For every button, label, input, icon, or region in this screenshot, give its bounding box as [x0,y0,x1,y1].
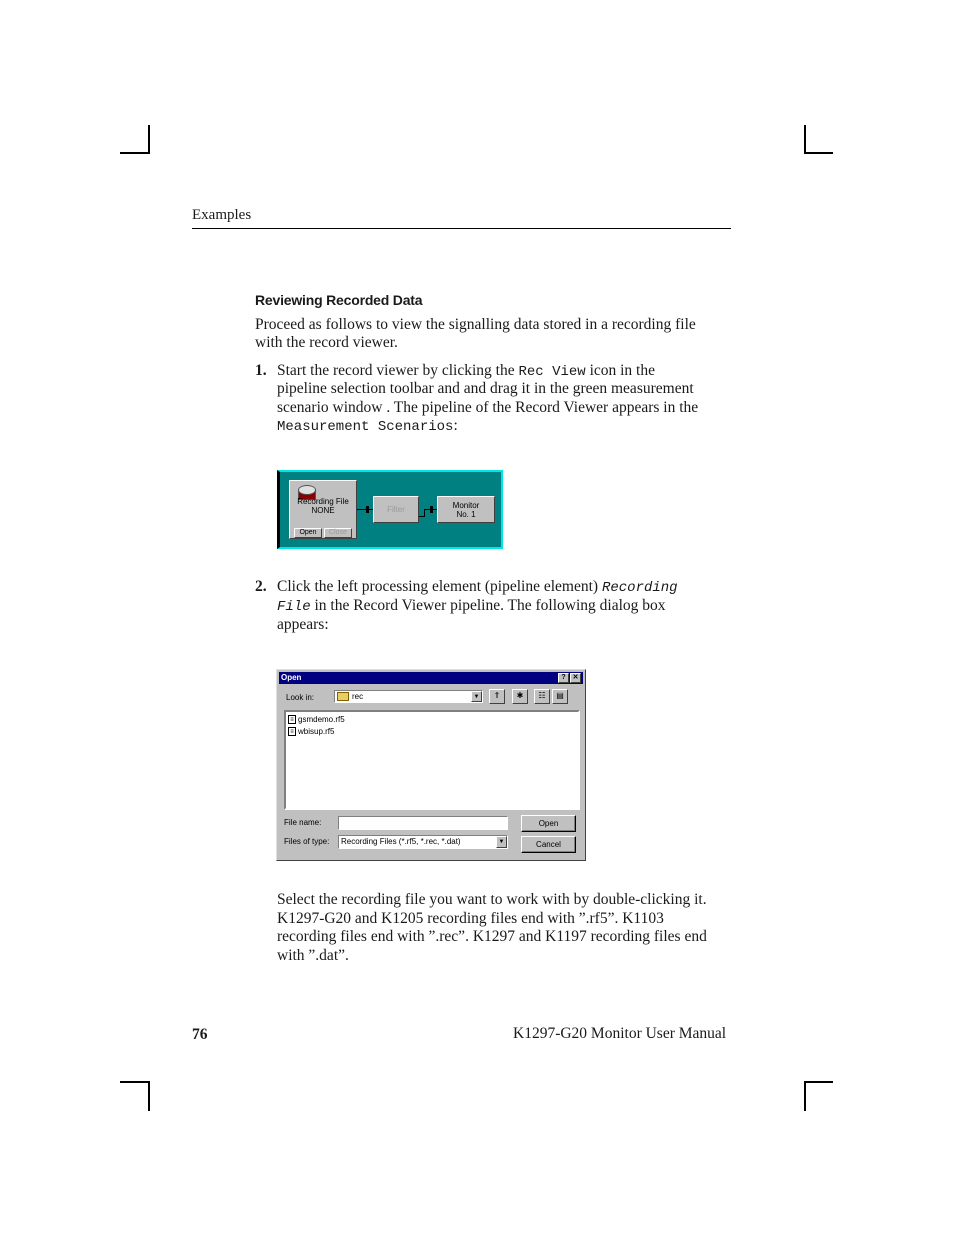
closing-line-2: K1297-G20 and K1205 recording files end with ”.rf5”. K1103 [277,910,664,927]
recording-code: Recording [601,580,678,596]
intro-line-1: Proceed as follows to view the signalling data stored in a recording file [255,316,696,333]
step-2-text-a: Click the left processing element (pipeline element) [277,578,602,595]
step-1-line-2: pipeline selection toolbar and and drag it in the green measurement [277,380,694,397]
files-of-type-label: Files of type: [284,837,330,846]
crop-mark-top-right-h [804,152,833,154]
chevron-down-icon[interactable]: ▼ [496,836,507,848]
filter-element[interactable]: Filter [373,496,419,523]
file-name-0: gsmdemo.rf5 [298,715,345,724]
crop-mark-bottom-right-v [804,1081,806,1111]
step-2-text-b: in the Record Viewer pipeline. The following dialog box [310,597,666,614]
crop-mark-bottom-left-v [148,1081,150,1111]
connector-2-arrow [430,506,433,513]
close-icon[interactable]: ✕ [570,673,581,683]
chevron-down-icon[interactable]: ▼ [471,691,482,702]
page-number: 76 [192,1026,208,1043]
file-name-1: wbisup.rf5 [298,727,335,736]
crop-mark-top-left-v [148,125,150,154]
file-name-label: File name: [284,818,322,827]
closing-line-1: Select the recording file you want to work with by double-clicking it. [277,891,707,908]
step-1-line-4 [277,417,458,437]
step-1-colon: : [453,417,458,434]
record-viewer-pipeline [277,470,503,549]
closing-line-4: with ”.dat”. [277,947,349,964]
monitor-line-1: Monitor [452,501,480,510]
look-in-value: rec [352,692,364,701]
up-folder-icon[interactable]: ⇑ [489,689,505,704]
help-icon[interactable]: ? [558,673,569,683]
file-icon: ≡ [288,727,296,736]
new-folder-icon[interactable]: ✱ [512,689,528,704]
step-1-text-b: icon in the [585,362,655,379]
files-of-type-value: Recording Files (*.rf5, *.rec, *.dat) [341,837,461,846]
step-2-line-1 [277,578,678,598]
cancel-button[interactable]: Cancel [521,836,576,853]
look-in-combo[interactable] [334,690,483,703]
manual-title: K1297-G20 Monitor User Manual [513,1025,727,1042]
file-code: File [277,599,311,615]
step-1-line-1 [277,362,655,382]
step-2-line-2 [277,597,666,617]
database-cylinder-top-icon [298,485,316,495]
file-item-0[interactable] [288,714,345,725]
dialog-title: Open [281,673,302,682]
file-list[interactable] [284,710,580,810]
file-name-input[interactable] [338,816,508,830]
open-button[interactable]: Open [521,815,576,832]
step-1-line-3: scenario window . The pipeline of the Record Viewer appears in the [277,399,699,416]
recording-file-label: Recording File [297,497,349,506]
connector-1 [357,509,373,510]
files-of-type-combo[interactable] [338,835,508,849]
pipeline-open-button[interactable]: Open [294,528,322,538]
details-view-icon[interactable]: ▤ [552,689,568,704]
look-in-label: Look in: [286,693,315,702]
recording-file-element[interactable] [289,480,357,539]
header-rule [192,228,731,229]
step-2-line-3: appears: [277,616,329,633]
list-view-icon[interactable]: ☷ [534,689,550,704]
monitor-line-2: No. 1 [456,510,476,519]
running-head: Examples [192,207,252,223]
dialog-titlebar [279,672,583,684]
rec-view-code: Rec View [518,364,586,380]
recording-file-value: NONE [311,506,335,515]
crop-mark-bottom-left-h [120,1081,150,1083]
file-icon: ≡ [288,715,296,724]
monitor-element[interactable] [437,496,495,523]
closing-line-3: recording files end with ”.rec”. K1297 and K1197 recording files end [277,928,707,945]
step-2-number: 2. [255,578,267,595]
connector-2b [424,509,425,517]
step-1-text-a: Start the record viewer by clicking the [277,362,519,379]
crop-mark-bottom-right-h [804,1081,833,1083]
crop-mark-top-right-v [804,125,806,154]
file-item-1[interactable] [288,726,334,737]
step-1-number: 1. [255,362,267,379]
recording-file-label-block [290,497,356,515]
crop-mark-top-left-h [120,152,150,154]
section-title: Reviewing Recorded Data [255,292,423,308]
measurement-scenarios-code: Measurement Scenarios [277,419,454,435]
connector-1-arrow [366,506,369,513]
pipeline-close-button[interactable]: Close [324,528,352,538]
intro-line-2: with the record viewer. [255,334,398,351]
open-dialog [276,669,586,861]
folder-icon [337,692,349,701]
